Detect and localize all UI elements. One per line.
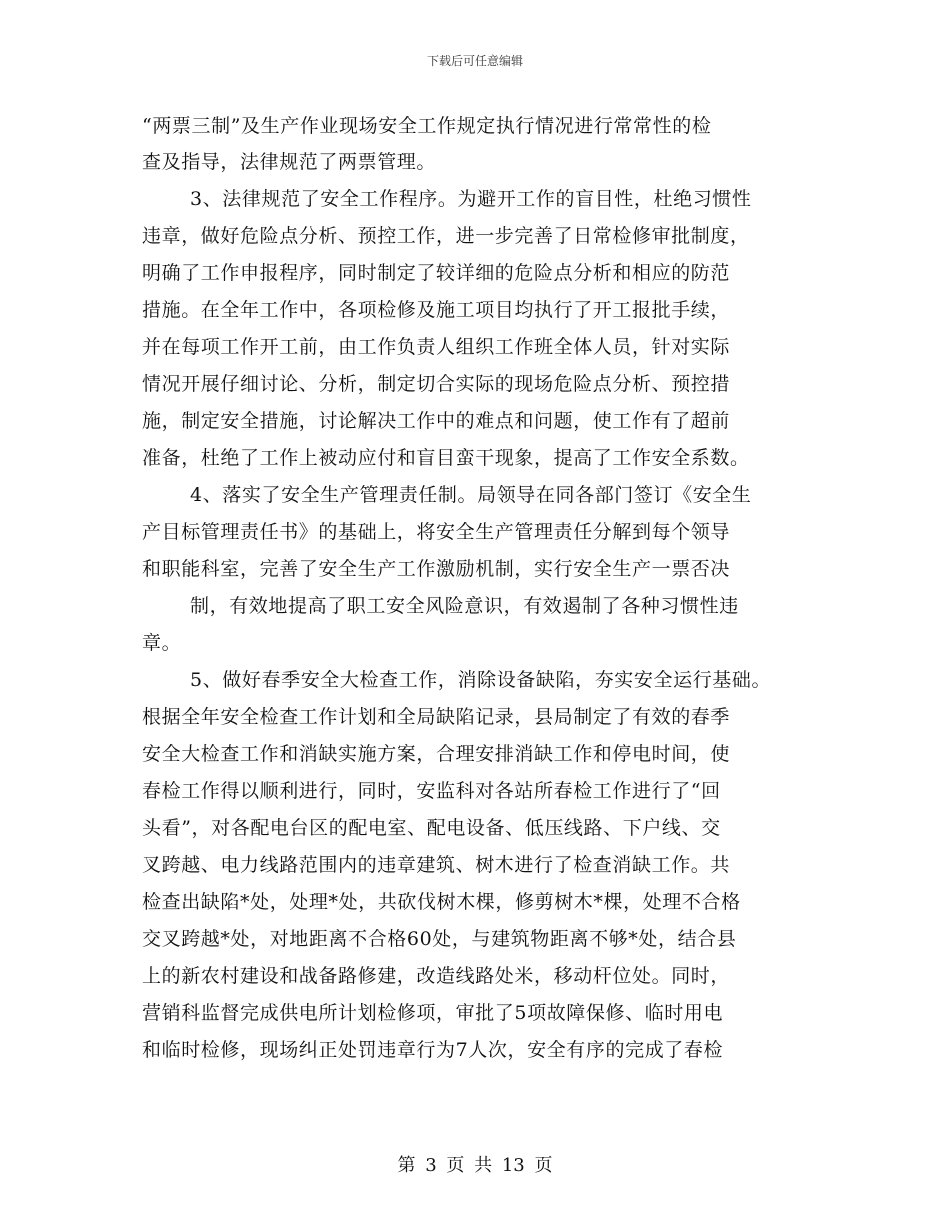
text-line: 准备，杜绝了工作上被动应付和盲目蛮干现象，提高了工作安全系数。 xyxy=(142,447,750,469)
paragraph-start-line: 5、做好春季安全大检查工作，消除设备缺陷，夯实安全运行基础。 xyxy=(190,669,772,691)
text-line: 施，制定安全措施，讨论解决工作中的难点和问题，使工作有了超前 xyxy=(142,410,731,432)
text-line: 营销科监督完成供电所计划检修项，审批了5项故障保修、临时用电 xyxy=(142,1002,724,1024)
page-header: 下载后可任意编辑 xyxy=(426,54,523,68)
text-line: 情况开展仔细讨论、分析，制定切合实际的现场危险点分析、预控措 xyxy=(142,373,731,395)
text-line: 违章，做好危险点分析、预控工作，进一步完善了日常检修审批制度， xyxy=(142,225,750,247)
text-line: 措施。在全年工作中，各项检修及施工项目均执行了开工报批手续， xyxy=(142,299,731,321)
text-line: 和职能科室，完善了安全生产工作激励机制，实行安全生产一票否决 xyxy=(142,558,731,580)
text-line: 检查出缺陷*处，处理*处，共砍伐树木棵，修剪树木*棵，处理不合格 xyxy=(142,891,741,913)
text-line: 章。 xyxy=(142,632,182,654)
text-line: 查及指导，法律规范了两票管理。 xyxy=(142,151,437,173)
text-line: 头看”，对各配电台区的配电室、配电设备、低压线路、下户线、交 xyxy=(142,817,721,839)
text-line: “两票三制”及生产作业现场安全工作规定执行情况进行常常性的检 xyxy=(142,115,712,137)
text-line: 制，有效地提高了职工安全风险意识，有效遏制了各种习惯性违 xyxy=(190,595,739,617)
text-line: 安全大检查工作和消缺实施方案，合理安排消缺工作和停电时间，使 xyxy=(142,743,731,765)
text-line: 交叉跨越*处，对地距离不合格60处，与建筑物距离不够*处，结合县 xyxy=(142,928,737,950)
paragraph-start-line: 4、落实了安全生产管理责任制。局领导在同各部门签订《安全生 xyxy=(190,484,752,506)
text-line: 并在每项工作开工前，由工作负责人组织工作班全体人员，针对实际 xyxy=(142,336,731,358)
text-line: 明确了工作申报程序，同时制定了较详细的危险点分析和相应的防范 xyxy=(142,262,731,284)
text-line: 上的新农村建设和战备路修建，改造线路处米，移动杆位处。同时， xyxy=(142,965,731,987)
text-line: 叉跨越、电力线路范围内的违章建筑、树木进行了检查消缺工作。共 xyxy=(142,854,731,876)
paragraph-start-line: 3、法律规范了安全工作程序。为避开工作的盲目性，杜绝习惯性 xyxy=(190,188,752,210)
text-line: 产目标管理责任书》的基础上，将安全生产管理责任分解到每个领导 xyxy=(142,521,731,543)
text-line: 和临时检修，现场纠正处罚违章行为7人次，安全有序的完成了春检 xyxy=(142,1039,724,1061)
page-number-footer: 第 3 页 共 13 页 xyxy=(397,1155,553,1176)
text-line: 根据全年安全检查工作计划和全局缺陷记录，县局制定了有效的春季 xyxy=(142,706,731,728)
text-line: 春检工作得以顺利进行，同时，安监科对各站所春检工作进行了“回 xyxy=(142,780,721,802)
